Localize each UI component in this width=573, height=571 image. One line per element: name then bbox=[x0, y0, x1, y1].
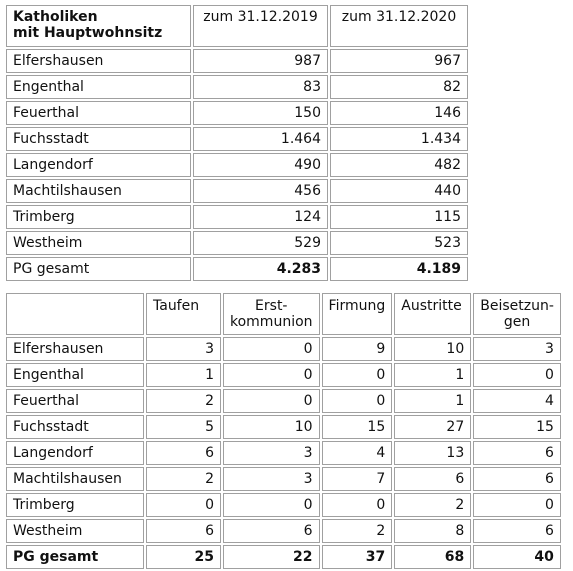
row-value-firmung: 2 bbox=[322, 519, 393, 543]
total-name: PG gesamt bbox=[6, 257, 191, 281]
table-header-row bbox=[6, 5, 468, 47]
row-value-austritte: 13 bbox=[394, 441, 471, 465]
total-row bbox=[6, 545, 561, 569]
table-row bbox=[6, 153, 468, 177]
row-name: Trimberg bbox=[6, 205, 191, 229]
table-row bbox=[6, 101, 468, 125]
row-value-2020: 967 bbox=[330, 49, 468, 73]
total-taufen: 25 bbox=[146, 545, 221, 569]
header-erstkommunion bbox=[223, 293, 320, 335]
header-erst-line2: kommunion bbox=[230, 314, 313, 330]
row-value-austritte: 27 bbox=[394, 415, 471, 439]
row-name: Engenthal bbox=[6, 363, 144, 387]
row-name: Elfershausen bbox=[6, 337, 144, 361]
row-value-2019: 83 bbox=[193, 75, 328, 99]
row-value-2020: 1.434 bbox=[330, 127, 468, 151]
row-name: Westheim bbox=[6, 231, 191, 255]
row-name: Engenthal bbox=[6, 75, 191, 99]
table-row bbox=[6, 337, 561, 361]
row-value-taufen: 5 bbox=[146, 415, 221, 439]
row-name: Fuchsstadt bbox=[6, 415, 144, 439]
row-value-firmung: 9 bbox=[322, 337, 393, 361]
row-value-taufen: 1 bbox=[146, 363, 221, 387]
row-value-taufen: 2 bbox=[146, 389, 221, 413]
row-name: Machtilshausen bbox=[6, 467, 144, 491]
row-value-austritte: 2 bbox=[394, 493, 471, 517]
header-austritte: Austritte bbox=[394, 293, 471, 335]
row-value-2020: 440 bbox=[330, 179, 468, 203]
row-value-2019: 529 bbox=[193, 231, 328, 255]
catholics-table bbox=[4, 3, 470, 283]
sacraments-table bbox=[4, 291, 563, 571]
row-name: Feuerthal bbox=[6, 101, 191, 125]
row-value-erst: 6 bbox=[223, 519, 320, 543]
row-value-2019: 124 bbox=[193, 205, 328, 229]
row-value-2019: 490 bbox=[193, 153, 328, 177]
row-value-taufen: 3 bbox=[146, 337, 221, 361]
row-value-erst: 0 bbox=[223, 493, 320, 517]
header-line1: Katholiken bbox=[13, 9, 98, 25]
row-value-erst: 10 bbox=[223, 415, 320, 439]
row-value-beis: 0 bbox=[473, 363, 561, 387]
table-row bbox=[6, 441, 561, 465]
row-value-firmung: 0 bbox=[322, 493, 393, 517]
table-row bbox=[6, 231, 468, 255]
table-row bbox=[6, 493, 561, 517]
row-value-austritte: 10 bbox=[394, 337, 471, 361]
table-row bbox=[6, 49, 468, 73]
header-beisetzungen bbox=[473, 293, 561, 335]
row-value-erst: 3 bbox=[223, 441, 320, 465]
table-header-row bbox=[6, 293, 561, 335]
row-name: Machtilshausen bbox=[6, 179, 191, 203]
total-erst: 22 bbox=[223, 545, 320, 569]
header-beis-line1: Beisetzun- bbox=[480, 298, 554, 314]
header-2020: zum 31.12.2020 bbox=[330, 5, 468, 47]
row-value-taufen: 2 bbox=[146, 467, 221, 491]
row-name: Langendorf bbox=[6, 441, 144, 465]
row-value-2020: 146 bbox=[330, 101, 468, 125]
row-name: Westheim bbox=[6, 519, 144, 543]
table-row bbox=[6, 389, 561, 413]
row-value-austritte: 6 bbox=[394, 467, 471, 491]
row-value-beis: 3 bbox=[473, 337, 561, 361]
row-name: Fuchsstadt bbox=[6, 127, 191, 151]
row-value-2019: 1.464 bbox=[193, 127, 328, 151]
total-name: PG gesamt bbox=[6, 545, 144, 569]
row-value-2019: 456 bbox=[193, 179, 328, 203]
row-value-beis: 4 bbox=[473, 389, 561, 413]
total-beis: 40 bbox=[473, 545, 561, 569]
table-row bbox=[6, 415, 561, 439]
header-line2: mit Hauptwohnsitz bbox=[13, 25, 163, 41]
row-value-2019: 150 bbox=[193, 101, 328, 125]
total-austritte: 68 bbox=[394, 545, 471, 569]
row-value-erst: 3 bbox=[223, 467, 320, 491]
row-value-2020: 482 bbox=[330, 153, 468, 177]
row-value-2020: 82 bbox=[330, 75, 468, 99]
table-row bbox=[6, 363, 561, 387]
table-row bbox=[6, 75, 468, 99]
row-value-firmung: 0 bbox=[322, 363, 393, 387]
header-catholics bbox=[6, 5, 191, 47]
row-value-firmung: 0 bbox=[322, 389, 393, 413]
row-value-taufen: 6 bbox=[146, 441, 221, 465]
table-row bbox=[6, 467, 561, 491]
header-erst-line1: Erst- bbox=[255, 298, 288, 314]
table-row bbox=[6, 127, 468, 151]
row-value-beis: 6 bbox=[473, 519, 561, 543]
row-value-austritte: 1 bbox=[394, 363, 471, 387]
total-2020: 4.189 bbox=[330, 257, 468, 281]
row-value-firmung: 15 bbox=[322, 415, 393, 439]
row-name: Trimberg bbox=[6, 493, 144, 517]
total-2019: 4.283 bbox=[193, 257, 328, 281]
row-name: Langendorf bbox=[6, 153, 191, 177]
header-taufen: Taufen bbox=[146, 293, 221, 335]
table-row bbox=[6, 179, 468, 203]
header-empty bbox=[6, 293, 144, 335]
row-name: Feuerthal bbox=[6, 389, 144, 413]
header-beis-line2: gen bbox=[503, 314, 531, 330]
row-name: Elfershausen bbox=[6, 49, 191, 73]
row-value-beis: 6 bbox=[473, 441, 561, 465]
row-value-taufen: 0 bbox=[146, 493, 221, 517]
row-value-beis: 15 bbox=[473, 415, 561, 439]
row-value-austritte: 8 bbox=[394, 519, 471, 543]
row-value-2020: 115 bbox=[330, 205, 468, 229]
row-value-beis: 0 bbox=[473, 493, 561, 517]
table-row bbox=[6, 205, 468, 229]
header-firmung: Firmung bbox=[322, 293, 393, 335]
total-firmung: 37 bbox=[322, 545, 393, 569]
row-value-2020: 523 bbox=[330, 231, 468, 255]
row-value-firmung: 4 bbox=[322, 441, 393, 465]
row-value-erst: 0 bbox=[223, 389, 320, 413]
row-value-beis: 6 bbox=[473, 467, 561, 491]
header-2019: zum 31.12.2019 bbox=[193, 5, 328, 47]
row-value-erst: 0 bbox=[223, 363, 320, 387]
row-value-2019: 987 bbox=[193, 49, 328, 73]
row-value-austritte: 1 bbox=[394, 389, 471, 413]
table-row bbox=[6, 519, 561, 543]
row-value-firmung: 7 bbox=[322, 467, 393, 491]
row-value-taufen: 6 bbox=[146, 519, 221, 543]
row-value-erst: 0 bbox=[223, 337, 320, 361]
total-row bbox=[6, 257, 468, 281]
